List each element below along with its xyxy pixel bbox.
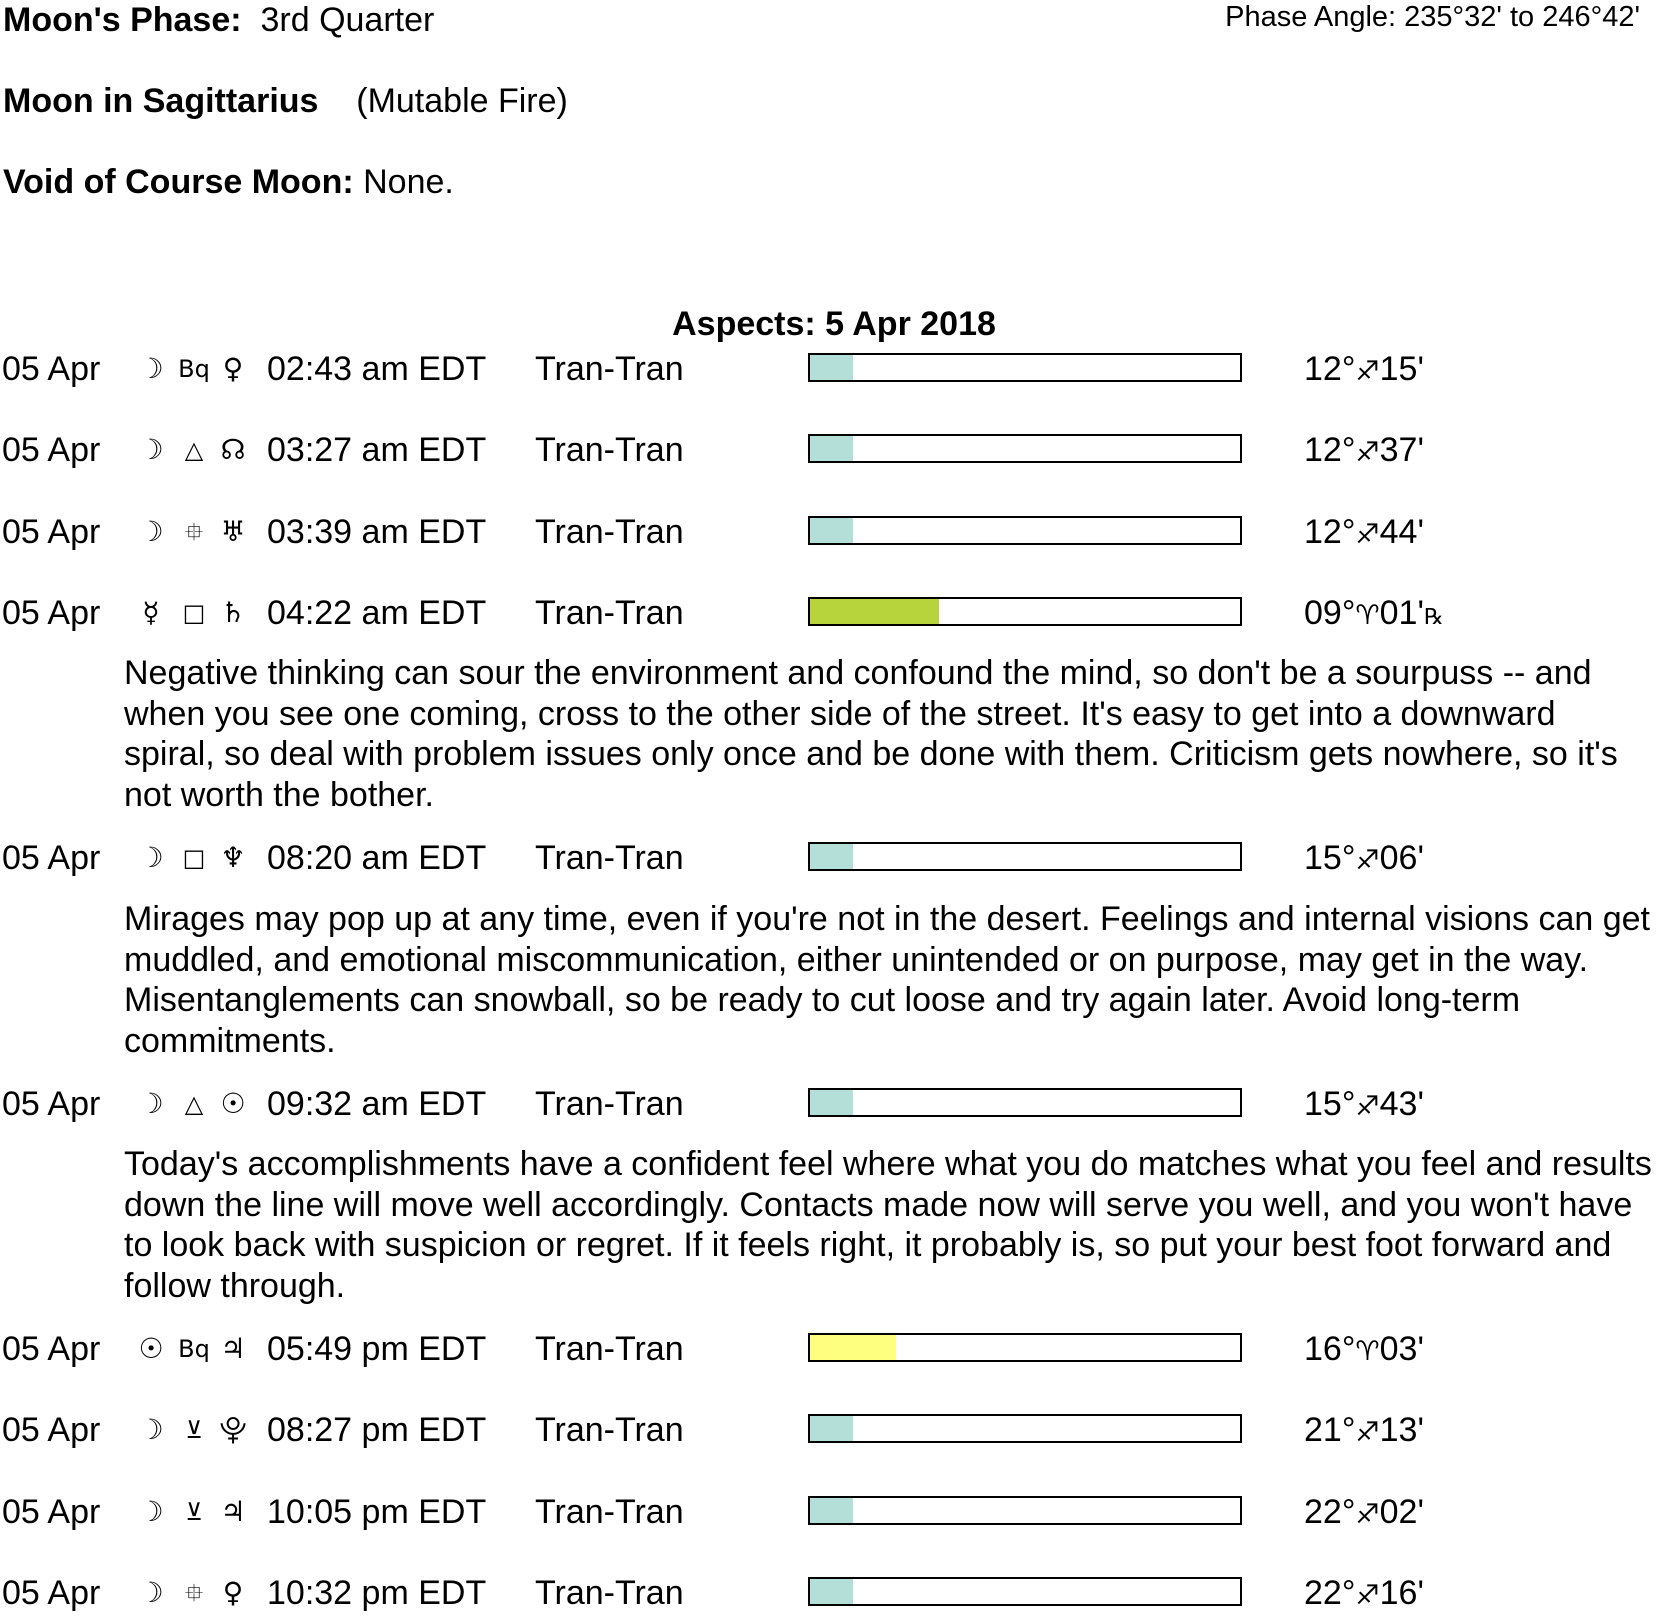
- position-minute: 13': [1379, 1411, 1424, 1449]
- strength-bar-fill: [810, 1498, 853, 1523]
- aspect-position: [1304, 349, 1424, 394]
- planet2-glyph-icon: ♅: [220, 515, 246, 548]
- aspect-date: 05 Apr: [2, 1411, 101, 1449]
- aspect-row: [0, 1573, 1668, 1613]
- aspect-row: [0, 1492, 1668, 1532]
- moon-sign: [3, 81, 568, 121]
- planet2-glyph-icon: ♀: [222, 352, 244, 385]
- planet1-glyph-icon: ☽: [138, 1413, 164, 1446]
- zodiac-sign-icon: ♈: [1355, 1336, 1380, 1367]
- aspect-date: 05 Apr: [2, 1574, 101, 1612]
- position-degree: 12°: [1304, 513, 1356, 551]
- position-minute: 16': [1379, 1574, 1424, 1612]
- planet1-glyph-icon: ☽: [138, 1576, 164, 1609]
- strength-bar-fill: [810, 1090, 853, 1115]
- strength-bar: [808, 434, 1242, 463]
- aspect-type: Tran-Tran: [535, 594, 684, 632]
- planet2-glyph-icon: ⯓: [219, 1413, 247, 1446]
- moon-phase: [3, 0, 434, 40]
- aspect-row: [0, 349, 1668, 389]
- aspect-position: [1304, 1329, 1424, 1374]
- planet2-glyph-icon: ♀: [222, 1576, 244, 1609]
- aspect-position: [1304, 1573, 1424, 1618]
- position-degree: 21°: [1304, 1411, 1356, 1449]
- aspect-position: [1304, 593, 1444, 638]
- position-degree: 15°: [1304, 1085, 1356, 1123]
- aspect-type: Tran-Tran: [535, 513, 684, 551]
- aspect-type: Tran-Tran: [535, 1085, 684, 1123]
- zodiac-sign-icon: ♐: [1355, 437, 1380, 468]
- position-degree: 12°: [1304, 350, 1356, 388]
- planet1-glyph-icon: ☽: [138, 1087, 164, 1120]
- aspect-time: 05:49 pm EDT: [267, 1330, 487, 1368]
- aspect-position: [1304, 430, 1424, 475]
- void-of-course: [3, 162, 454, 202]
- strength-bar: [808, 1496, 1242, 1525]
- planet1-glyph-icon: ☽: [138, 352, 164, 385]
- aspect-date: 05 Apr: [2, 594, 101, 632]
- planet1-glyph-icon: ☽: [138, 1495, 164, 1528]
- aspect-date: 05 Apr: [2, 350, 101, 388]
- planet1-glyph-icon: ☿: [142, 596, 160, 629]
- moon-phase-label: Moon's Phase:: [3, 1, 242, 39]
- planet2-glyph-icon: ♄: [220, 596, 246, 629]
- planet2-glyph-icon: ♆: [220, 841, 246, 874]
- zodiac-sign-icon: ♐: [1355, 356, 1380, 387]
- aspect-description: Mirages may pop up at any time, even if you're not in the desert. Feelings and internal visions can get muddled, and emotional miscommunication, either unintended or on purpose, may get in the way. Misentanglements can snowball, so be ready to cut loose and try again later. Avoid long-term commitments.: [124, 900, 1650, 1060]
- position-minute: 03': [1379, 1330, 1424, 1368]
- aspect-time: 10:05 pm EDT: [267, 1493, 487, 1531]
- void-value: None.: [363, 163, 454, 201]
- position-degree: 22°: [1304, 1493, 1356, 1531]
- aspect-date: 05 Apr: [2, 839, 101, 877]
- aspect-row: [0, 1410, 1668, 1450]
- strength-bar-fill: [810, 1416, 853, 1441]
- position-degree: 16°: [1304, 1330, 1356, 1368]
- aspect-glyph-icon: Bq: [178, 355, 210, 383]
- strength-bar: [808, 353, 1242, 382]
- strength-bar-fill: [810, 436, 853, 461]
- aspect-type: Tran-Tran: [535, 431, 684, 469]
- aspect-date: 05 Apr: [2, 1330, 101, 1368]
- phase-angle: Phase Angle: 235°32' to 246°42': [1225, 1, 1640, 33]
- zodiac-sign-icon: ♐: [1355, 845, 1380, 876]
- position-degree: 12°: [1304, 431, 1356, 469]
- planet1-glyph-icon: ☽: [138, 841, 164, 874]
- position-degree: 09°: [1304, 594, 1356, 632]
- void-label: Void of Course Moon:: [3, 163, 354, 201]
- position-minute: 02': [1379, 1493, 1424, 1531]
- aspect-row: [0, 1329, 1668, 1369]
- strength-bar: [808, 1088, 1242, 1117]
- aspect-time: 03:39 am EDT: [267, 513, 487, 551]
- aspect-glyph-icon: Bq: [178, 1335, 210, 1363]
- aspect-type: Tran-Tran: [535, 839, 684, 877]
- position-minute: 44': [1379, 513, 1424, 551]
- zodiac-sign-icon: ♐: [1355, 1580, 1380, 1611]
- strength-bar: [808, 1414, 1242, 1443]
- aspect-description: Today's accomplishments have a confident feel where what you do matches what you feel and results down the line will move well accordingly. Contacts made now will serve you well, and you won't have to look back with suspicion or regret. If it feels right, it probably is, so put your best foot forward and follow through.: [124, 1145, 1652, 1305]
- strength-bar: [808, 1577, 1242, 1606]
- aspect-type: Tran-Tran: [535, 1493, 684, 1531]
- position-degree: 15°: [1304, 839, 1356, 877]
- strength-bar-fill: [810, 1579, 853, 1604]
- position-minute: 37': [1379, 431, 1424, 469]
- aspect-glyph-icon: ⯐: [185, 1579, 203, 1607]
- moon-sign-element: (Mutable Fire): [356, 82, 568, 120]
- aspect-time: 04:22 am EDT: [267, 594, 487, 632]
- zodiac-sign-icon: ♐: [1355, 519, 1380, 550]
- aspect-date: 05 Apr: [2, 513, 101, 551]
- strength-bar-fill: [810, 844, 853, 869]
- aspect-time: 09:32 am EDT: [267, 1085, 487, 1123]
- strength-bar-fill: [810, 599, 939, 624]
- planet2-glyph-icon: ☊: [220, 433, 246, 466]
- aspect-glyph-icon: □: [182, 844, 206, 872]
- planet2-glyph-icon: ♃: [220, 1495, 246, 1528]
- aspect-type: Tran-Tran: [535, 1411, 684, 1449]
- aspect-time: 08:27 pm EDT: [267, 1411, 487, 1449]
- aspect-glyph-icon: △: [184, 436, 204, 464]
- aspect-time: 10:32 pm EDT: [267, 1574, 487, 1612]
- zodiac-sign-icon: ♐: [1355, 1417, 1380, 1448]
- position-minute: 15': [1379, 350, 1424, 388]
- planet2-glyph-icon: ☉: [220, 1087, 246, 1120]
- planet1-glyph-icon: ☽: [138, 433, 164, 466]
- aspect-position: [1304, 1492, 1424, 1537]
- aspect-position: [1304, 512, 1424, 557]
- planet1-glyph-icon: ☽: [138, 515, 164, 548]
- position-minute: 43': [1379, 1085, 1424, 1123]
- aspect-time: 03:27 am EDT: [267, 431, 487, 469]
- aspect-position: [1304, 838, 1424, 883]
- position-minute: 06': [1379, 839, 1424, 877]
- aspect-type: Tran-Tran: [535, 1330, 684, 1368]
- aspect-type: Tran-Tran: [535, 1574, 684, 1612]
- planet2-glyph-icon: ♃: [220, 1332, 246, 1365]
- aspect-glyph-icon: □: [182, 599, 206, 627]
- aspect-position: [1304, 1410, 1424, 1455]
- strength-bar-fill: [810, 1335, 896, 1360]
- aspect-time: 08:20 am EDT: [267, 839, 487, 877]
- retrograde-icon: ℞: [1423, 605, 1444, 630]
- position-degree: 22°: [1304, 1574, 1356, 1612]
- aspect-glyph-icon: ⊻: [185, 1498, 203, 1526]
- strength-bar: [808, 516, 1242, 545]
- aspect-date: 05 Apr: [2, 1493, 101, 1531]
- strength-bar-fill: [810, 518, 853, 543]
- aspect-row: [0, 430, 1668, 470]
- zodiac-sign-icon: ♐: [1355, 1091, 1380, 1122]
- aspect-glyph-icon: ⊻: [185, 1416, 203, 1444]
- position-minute: 01': [1379, 594, 1424, 632]
- planet1-glyph-icon: ☉: [138, 1332, 164, 1365]
- strength-bar-fill: [810, 355, 853, 380]
- zodiac-sign-icon: ♐: [1355, 1499, 1380, 1530]
- aspect-position: [1304, 1084, 1424, 1129]
- aspect-row: [0, 838, 1668, 878]
- aspect-row: [0, 593, 1668, 633]
- strength-bar: [808, 1333, 1242, 1362]
- aspects-title: Aspects: 5 Apr 2018: [672, 305, 996, 343]
- aspect-type: Tran-Tran: [535, 350, 684, 388]
- aspect-time: 02:43 am EDT: [267, 350, 487, 388]
- moon-phase-value: 3rd Quarter: [260, 1, 435, 39]
- strength-bar: [808, 597, 1242, 626]
- strength-bar: [808, 842, 1242, 871]
- aspect-row: [0, 1084, 1668, 1124]
- aspect-glyph-icon: △: [184, 1090, 204, 1118]
- moon-sign-label: Moon in Sagittarius: [3, 82, 319, 120]
- aspect-date: 05 Apr: [2, 431, 101, 469]
- zodiac-sign-icon: ♈: [1355, 600, 1380, 631]
- aspect-row: [0, 512, 1668, 552]
- aspect-date: 05 Apr: [2, 1085, 101, 1123]
- aspect-description: Negative thinking can sour the environment and confound the mind, so don't be a sourpuss -- and when you see one coming, cross to the other side of the street. It's easy to get into a downward spiral, so deal with problem issues only once and be done with them. Criticism gets nowhere, so it's not worth the bother.: [124, 654, 1618, 814]
- aspect-glyph-icon: ⯐: [185, 518, 203, 546]
